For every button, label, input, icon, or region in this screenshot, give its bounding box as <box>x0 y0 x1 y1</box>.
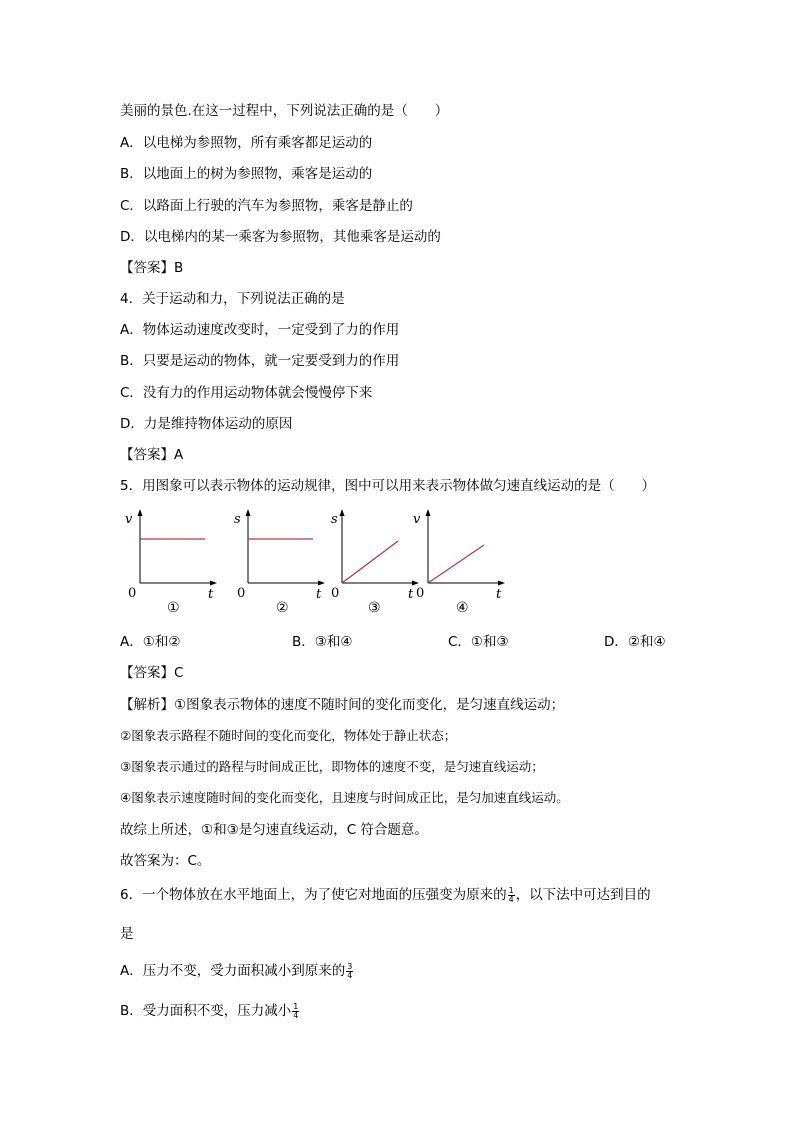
q5-option-d: D．②和④ <box>604 634 666 650</box>
graph-4-y-label: v <box>413 512 421 527</box>
q6-stem-fraction-den: 4 <box>508 894 514 904</box>
q5-stem: 5．用图象可以表示物体的运动规律，图中可以用来表示物体做匀速直线运动的是（ ） <box>120 478 656 494</box>
graph-3-data-line <box>342 541 398 583</box>
graph-1-origin: 0 <box>128 586 137 601</box>
q6-option-a-fraction-den: 4 <box>347 970 353 980</box>
q3-answer: 【答案】B <box>120 260 184 276</box>
graph-1-x-arrow <box>210 581 217 586</box>
q6-option-b-fraction-num: 1 <box>293 1001 299 1011</box>
q4-option-b: B．只要是运动的物体，就一定要受到力的作用 <box>120 353 400 369</box>
graph-3 <box>322 508 425 618</box>
q4-stem: 4．关于运动和力，下列说法正确的是 <box>120 291 345 307</box>
q6-option-b-text: B．受力面积不变，压力减小 <box>120 1003 292 1019</box>
q3-option-a: A．以电梯为参照物，所有乘客都足运动的 <box>120 135 373 151</box>
graph-1-y-arrow <box>138 509 143 516</box>
graph-3-label: ③ <box>368 600 381 616</box>
graph-1 <box>120 508 220 618</box>
graph-4 <box>408 508 508 618</box>
q6-stem-text-2: ，以下法中可达到目的 <box>515 887 651 903</box>
q5-analysis-line-1: 【解析】①图象表示物体的速度不随时间的变化而变化，是匀速直线运动； <box>120 697 565 713</box>
graph-2-y-label: s <box>234 512 241 527</box>
q6-option-a <box>120 962 354 980</box>
graph-3-origin: 0 <box>331 586 340 601</box>
q3-option-c: C．以路面上行驶的汽车为参照物，乘客是静止的 <box>120 198 413 214</box>
q6-stem-fraction-num: 1 <box>508 885 514 895</box>
graph-3-y-arrow <box>340 509 345 516</box>
graph-2 <box>228 508 328 618</box>
q5-option-c: C．①和③ <box>448 634 509 650</box>
graph-1-label: ① <box>167 600 180 616</box>
q4-option-a: A．物体运动速度改变时，一定受到了力的作用 <box>120 322 400 338</box>
q4-option-c: C．没有力的作用运动物体就会慢慢停下来 <box>120 385 373 401</box>
q3-stem: 美丽的景色.在这一过程中，下列说法正确的是（ ） <box>120 103 449 119</box>
q6-option-a-text: A．压力不变，受力面积减小到原来的 <box>120 963 346 979</box>
q6-stem-fraction <box>508 887 515 904</box>
q5-option-b: B．③和④ <box>292 634 353 650</box>
graph-4-y-arrow <box>426 509 431 516</box>
q3-option-d: D．以电梯内的某一乘客为参照物，其他乘客是运动的 <box>120 229 441 245</box>
graph-1-y-label: v <box>125 512 133 527</box>
q6-option-b-fraction-den: 4 <box>293 1010 299 1020</box>
graph-1-x-label: t <box>208 587 214 602</box>
q3-option-b: B．以地面上的树为参照物，乘客是运动的 <box>120 166 373 182</box>
q5-answer: 【答案】C <box>120 665 184 681</box>
q6-stem <box>120 886 651 904</box>
q6-option-b <box>120 1002 300 1020</box>
q6-stem-line-2: 是 <box>120 926 134 942</box>
graph-4-origin: 0 <box>416 586 425 601</box>
graph-3-y-label: s <box>331 512 338 527</box>
graph-4-label: ④ <box>456 600 469 616</box>
graph-4-x-arrow <box>498 581 505 586</box>
graph-2-x-label: t <box>316 587 322 602</box>
graph-4-data-line <box>428 545 484 583</box>
q6-option-a-fraction-num: 3 <box>347 961 353 971</box>
q5-option-a: A．①和② <box>120 634 181 650</box>
q6-option-b-fraction <box>292 1003 299 1020</box>
q4-answer: 【答案】A <box>120 447 184 463</box>
q6-stem-text-1: 6．一个物体放在水平地面上，为了使它对地面的压强变为原来的 <box>120 887 507 903</box>
graph-2-origin: 0 <box>237 586 246 601</box>
graph-2-label: ② <box>276 600 289 616</box>
q4-option-d: D．力是维持物体运动的原因 <box>120 416 293 432</box>
q5-analysis-line-4: ④图象表示速度随时间的变化而变化，且速度与时间成正比，是匀加速直线运动。 <box>120 790 569 805</box>
graph-3-x-label: t <box>408 587 414 602</box>
q5-analysis-line-3: ③图象表示通过的路程与时间成正比，即物体的速度不变，是匀速直线运动； <box>120 759 544 774</box>
q5-analysis-line-6: 故答案为：C。 <box>120 853 211 869</box>
q5-analysis-line-2: ②图象表示路程不随时间的变化而变化，物体处于静止状态； <box>120 728 457 743</box>
q5-analysis-line-5: 故综上所述，①和③是匀速直线运动，C 符合题意。 <box>120 822 428 838</box>
graph-2-y-arrow <box>246 509 251 516</box>
q6-option-a-fraction <box>346 963 353 980</box>
graph-4-x-label: t <box>496 587 502 602</box>
